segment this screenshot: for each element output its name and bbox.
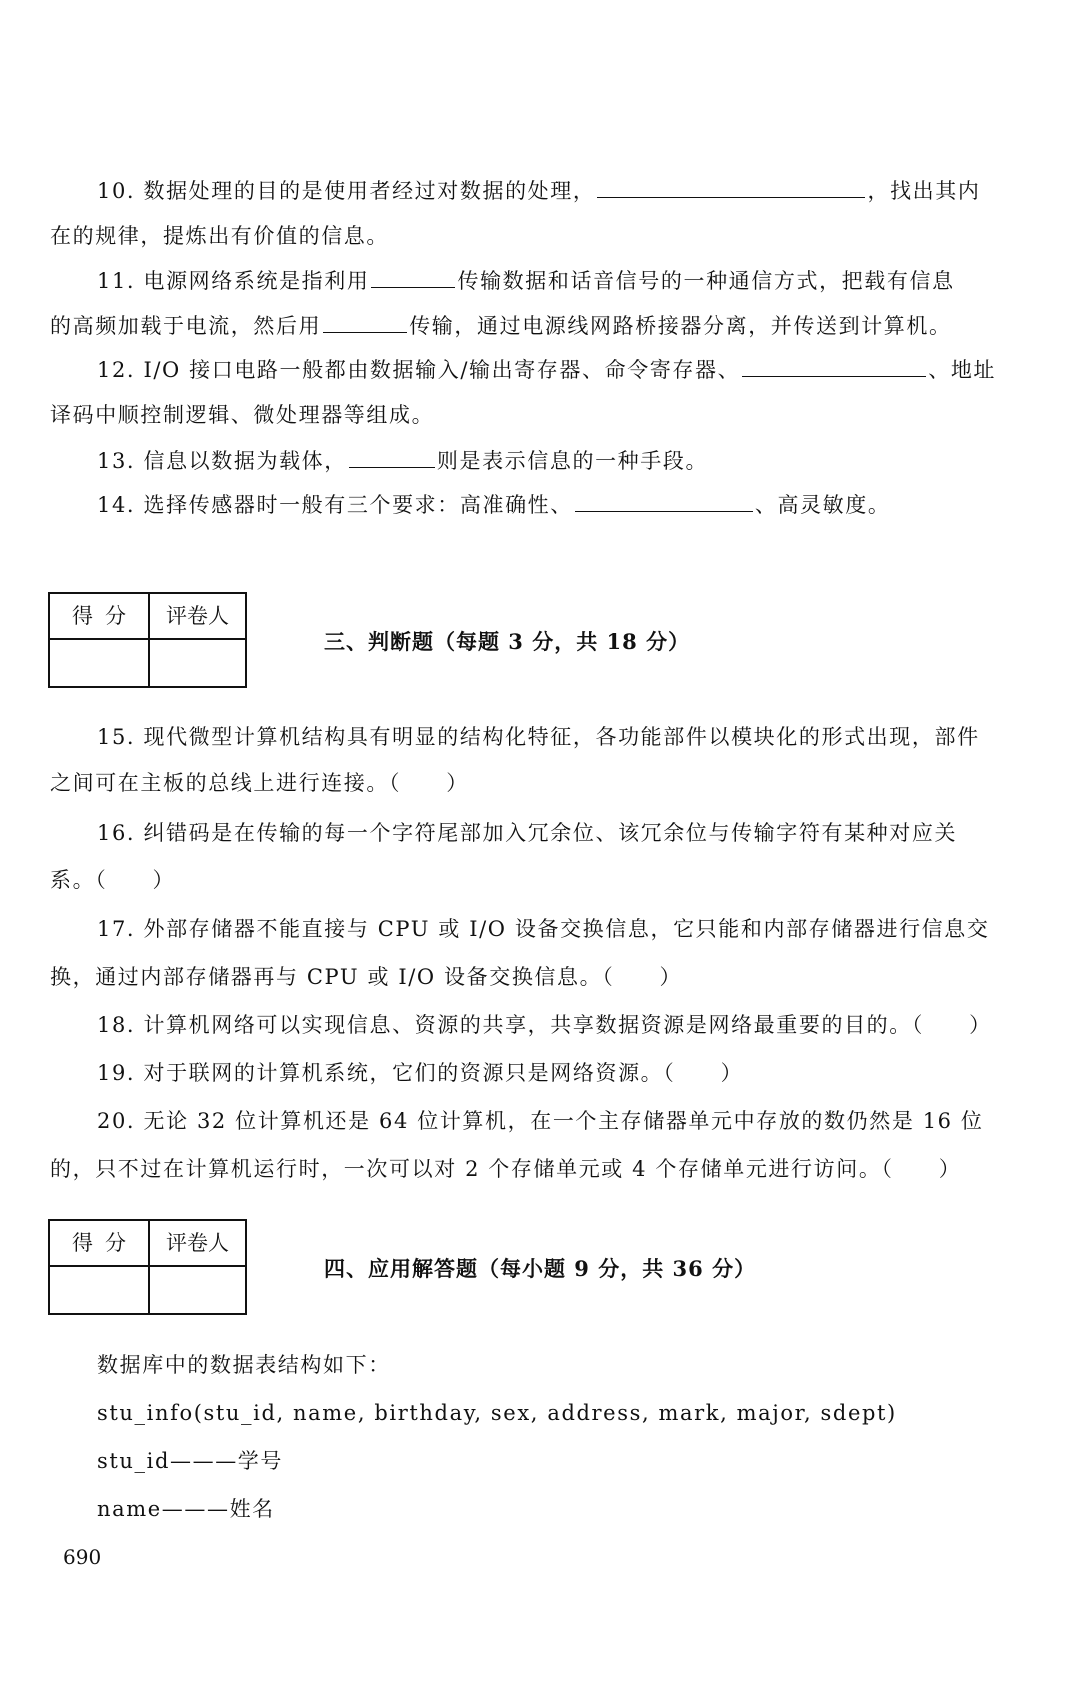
q12-line2: 译码中顺控制逻辑、微处理器等组成。 (50, 403, 435, 427)
q14-blank[interactable] (575, 491, 753, 512)
q11-line1: 11. 电源网络系统是指利用 传输数据和话音信号的一种通信方式，把载有信息 (97, 269, 955, 293)
q16-line1: 16. 纠错码是在传输的每一个字符尾部加入冗余位、该冗余位与传输字符有某种对应关 (97, 821, 958, 845)
q12-line1: 12. I/O 接口电路一般都由数据输入/输出寄存器、命令寄存器、 、地址 (97, 358, 997, 382)
q14-line1: 14. 选择传感器时一般有三个要求：高准确性、 、高灵敏度。 (97, 493, 891, 517)
grader-header: 评卷人 (166, 1231, 229, 1255)
score-header: 得分 (50, 1221, 150, 1265)
score-header: 得分 (50, 594, 150, 638)
q17-line2: 换，通过内部存储器再与 CPU 或 I/O 设备交换信息。（ ） (50, 965, 683, 989)
q10-line2: 在的规律，提炼出有价值的信息。 (50, 224, 389, 248)
q20-line2: 的，只不过在计算机运行时，一次可以对 2 个存储单元或 4 个存储单元进行访问。（ ） (50, 1157, 962, 1181)
q11-line2: 的高频加载于电流，然后用 传输，通过电源线网路桥接器分离，并传送到计算机。 (50, 314, 952, 338)
section3-title: 三、判断题（每题 3 分，共 18 分） (324, 629, 691, 654)
app-field-name: name———姓名 (97, 1497, 275, 1521)
q15-line2: 之间可在主板的总线上进行连接。（ ） (50, 771, 469, 795)
app-field-stu-id: stu_id———学号 (97, 1449, 283, 1473)
q11-blank-2[interactable] (323, 312, 407, 333)
score-table-section4 (48, 1219, 247, 1315)
q16-line2: 系。（ ） (50, 868, 176, 892)
q13-blank[interactable] (349, 447, 435, 468)
q13-line1: 13. 信息以数据为载体， 则是表示信息的一种手段。 (97, 449, 709, 473)
q17-line1: 17. 外部存储器不能直接与 CPU 或 I/O 设备交换信息，它只能和内部存储器进行信息交 (97, 917, 990, 941)
app-intro: 数据库中的数据表结构如下： (97, 1353, 391, 1377)
q10-line1: 10. 数据处理的目的是使用者经过对数据的处理， ，找出其内 (97, 179, 981, 203)
q19-line1: 19. 对于联网的计算机系统，它们的资源只是网络资源。（ ） (97, 1061, 744, 1085)
q12-blank[interactable] (742, 356, 926, 377)
q18-line1: 18. 计算机网络可以实现信息、资源的共享，共享数据资源是网络最重要的目的。（ ） (97, 1013, 992, 1037)
section4-title: 四、应用解答题（每小题 9 分，共 36 分） (324, 1256, 757, 1281)
q20-line1: 20. 无论 32 位计算机还是 64 位计算机，在一个主存储器单元中存放的数仍然是 16 位 (97, 1109, 984, 1133)
q10-blank[interactable] (597, 177, 865, 198)
grader-header: 评卷人 (166, 604, 229, 628)
score-table-section3 (48, 592, 247, 688)
page-number: 690 (63, 1545, 102, 1569)
app-schema: stu_info(stu_id, name, birthday, sex, address, mark, major, sdept) (97, 1401, 897, 1425)
q11-blank-1[interactable] (371, 267, 455, 288)
q15-line1: 15. 现代微型计算机结构具有明显的结构化特征，各功能部件以模块化的形式出现，部件 (97, 725, 980, 749)
